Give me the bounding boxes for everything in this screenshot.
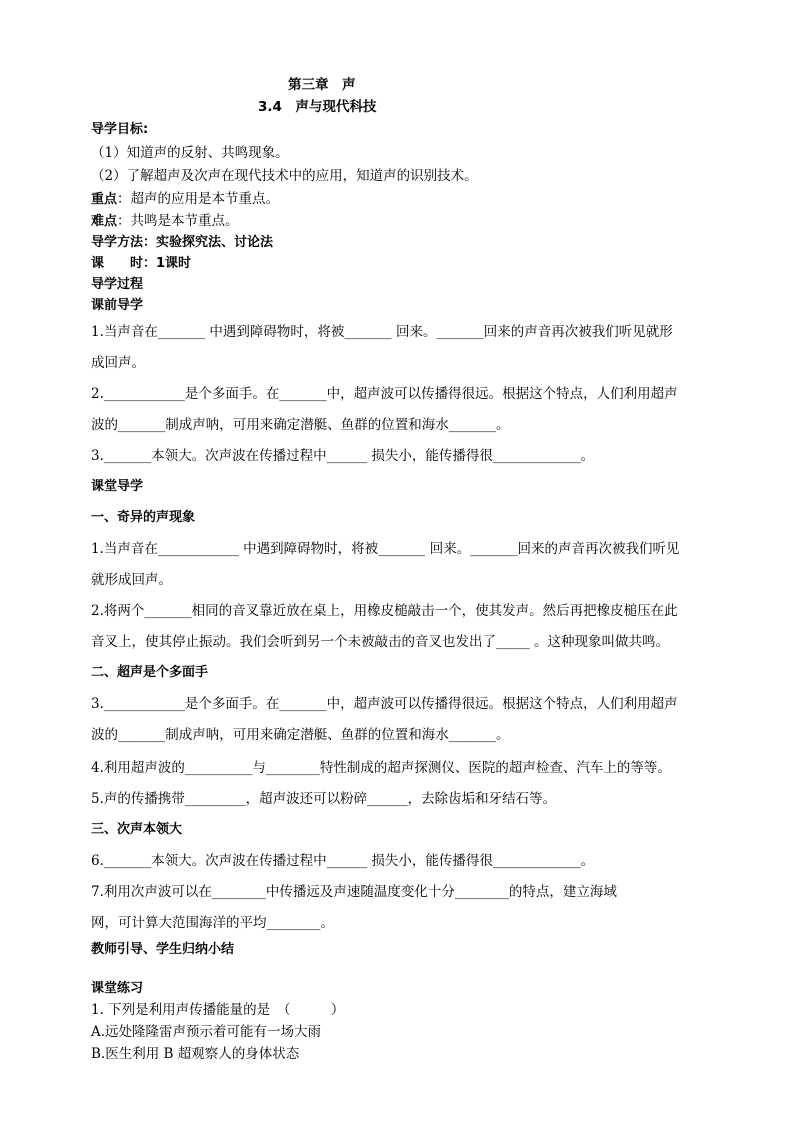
practice-heading: 课堂练习 [91, 981, 144, 996]
question-line: 音叉上，使其停止振动。我们会听到另一个未被敲击的音叉也发出了_____ 。这种现象叫做共鸣。 [91, 634, 670, 650]
hours-line: 课 时：1课时 [91, 256, 192, 271]
practice-question: 1. 下列是利用声传播能量的是 （ ） [91, 1002, 345, 1018]
objectives-heading: 导学目标: [91, 122, 149, 137]
question-line: 波的_______制成声呐，可用来确定潜艇、鱼群的位置和海水_______。 [91, 727, 510, 743]
question-line: 1.当声音在____________ 中遇到障碍物时，将被_______ 回来。_______回来的声音再次被我们听见 [91, 541, 680, 557]
question-line: 就形成回声。 [91, 572, 172, 588]
process-heading: 导学过程 [91, 277, 144, 292]
chapter-title: 第三章 声 [288, 77, 356, 93]
question-line: 5.声的传播携带_________，超声波还可以粉碎______，去除齿垢和牙结石等。 [91, 791, 557, 807]
summary-heading: 教师引导、学生归纳小结 [91, 942, 235, 957]
in-class-heading: 课堂导学 [91, 479, 144, 494]
part2-heading: 二、超声是个多面手 [91, 665, 209, 680]
objective-item: （1）知道声的反射、共鸣现象。 [91, 145, 289, 161]
difficult-point-text: ：共鸣是本节重点。 [117, 213, 239, 229]
question-line: 6._______本领大。次声波在传播过程中______ 损失小，能传播得很_____________。 [91, 853, 595, 869]
question-line: 2.将两个_______相同的音叉靠近放在桌上，用橡皮槌敲击一个，使其发声。然后再把橡皮槌压在此 [91, 603, 678, 619]
method-line: 导学方法：实验探究法、讨论法 [91, 235, 274, 250]
option-a: A.远处隆隆雷声预示着可能有一场大雨 [91, 1024, 322, 1040]
key-point [91, 190, 279, 209]
part1-heading: 一、奇异的声现象 [91, 510, 196, 525]
question-line: 2.____________是个多面手。在_______中，超声波可以传播得很远。根据这个特点，人们利用超声 [91, 386, 678, 402]
difficult-point-label: 难点 [91, 214, 118, 229]
option-b: B.医生利用 B 超观察人的身体状态 [91, 1046, 300, 1062]
key-point-text: ：超声的应用是本节重点。 [117, 191, 280, 207]
question-line: 4.利用超声波的__________与________特性制成的超声探测仪、医院的超声检查、汽车上的等等。 [91, 760, 671, 776]
question-line: 7.利用次声波可以在________中传播远及声速随温度变化十分________的特点，建立海域 [91, 884, 617, 900]
question-line: 1.当声音在_______ 中遇到障碍物时，将被_______ 回来。_______回来的声音再次被我们听见就形 [91, 324, 673, 340]
difficult-point [91, 212, 239, 231]
part3-heading: 三、次声本领大 [91, 822, 183, 837]
question-line: 网，可计算大范围海洋的平均________。 [91, 915, 334, 931]
section-title: 3.4 声与现代科技 [258, 99, 377, 115]
question-line: 成回声。 [91, 355, 145, 371]
question-line: 波的_______制成声呐，可用来确定潜艇、鱼群的位置和海水_______。 [91, 417, 510, 433]
pre-class-heading: 课前导学 [91, 298, 144, 313]
question-line: 3.____________是个多面手。在_______中，超声波可以传播得很远。根据这个特点，人们利用超声 [91, 696, 678, 712]
key-point-label: 重点 [91, 192, 118, 207]
question-line: 3._______本领大。次声波在传播过程中______ 损失小，能传播得很_____________。 [91, 448, 595, 464]
objective-item: （2）了解超声及次声在现代技术中的应用，知道声的识别技术。 [91, 168, 478, 184]
